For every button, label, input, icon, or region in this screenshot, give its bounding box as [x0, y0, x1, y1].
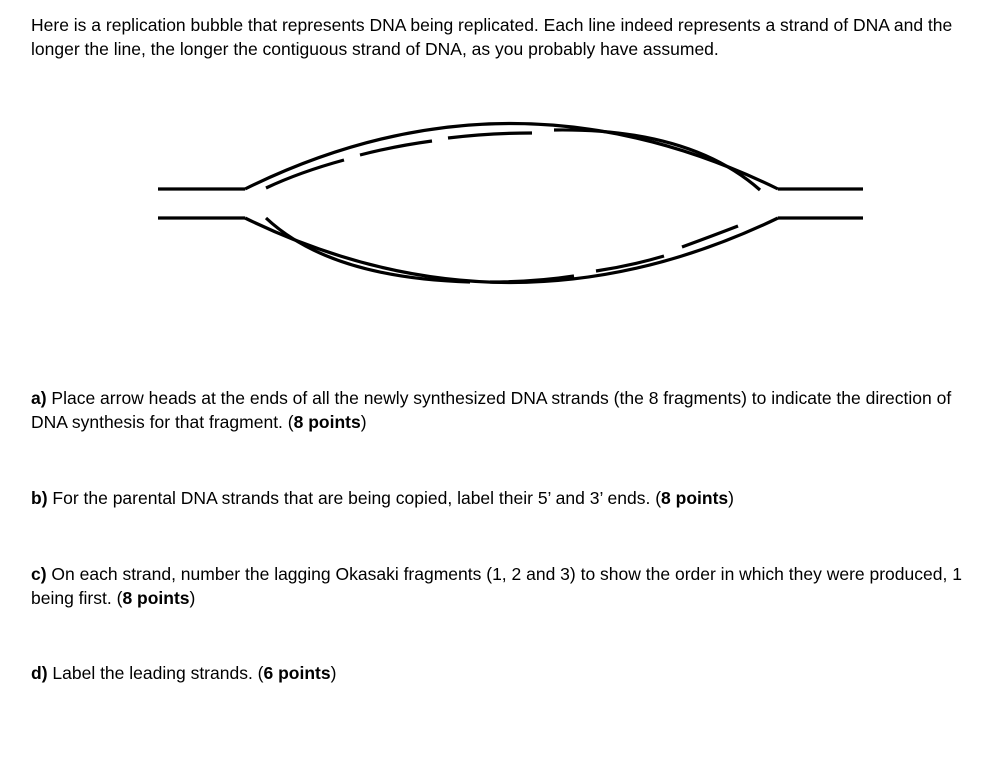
- question-a-text: Place arrow heads at the ends of all the newly synthesized DNA strands (the 8 fragments) to indicate the direction of DNA synthesis for that fragment. (: [31, 388, 952, 432]
- new-strand-bottom-leading: [266, 218, 470, 282]
- question-b: [31, 486, 971, 510]
- question-d-points: 6 points: [263, 663, 331, 683]
- intro-paragraph: Here is a replication bubble that represents DNA being replicated. Each line indeed represents a strand of DNA and the longer the line, the longer the contiguous strand of DNA, as you probably have assumed.: [31, 15, 953, 59]
- question-b-close: ): [728, 488, 734, 508]
- question-c: [31, 562, 971, 610]
- question-b-points: 8 points: [661, 488, 729, 508]
- parental-strand-bottom-arc: [245, 218, 778, 283]
- question-c-text: On each strand, number the lagging Okasaki fragments (1, 2 and 3) to show the order in which they were produced, 1 being first. (: [31, 564, 962, 608]
- question-a: [31, 386, 971, 434]
- question-a-letter: a): [31, 388, 47, 408]
- new-strand-bottom-fragment-1: [682, 226, 738, 247]
- question-d-text: Label the leading strands. (: [47, 663, 264, 683]
- question-b-text: For the parental DNA strands that are being copied, label their 5’ and 3’ ends. (: [47, 488, 662, 508]
- question-c-letter: c): [31, 564, 47, 584]
- question-b-letter: b): [31, 488, 48, 508]
- question-c-points: 8 points: [122, 588, 190, 608]
- new-strand-top-fragment-3: [448, 133, 532, 138]
- new-strand-top-leading: [554, 130, 760, 190]
- question-d: [31, 661, 971, 685]
- question-a-close: ): [360, 412, 367, 432]
- question-c-close: ): [189, 588, 196, 608]
- question-d-letter: d): [31, 663, 48, 683]
- question-a-points: 8 points: [293, 412, 361, 432]
- question-d-close: ): [330, 663, 337, 683]
